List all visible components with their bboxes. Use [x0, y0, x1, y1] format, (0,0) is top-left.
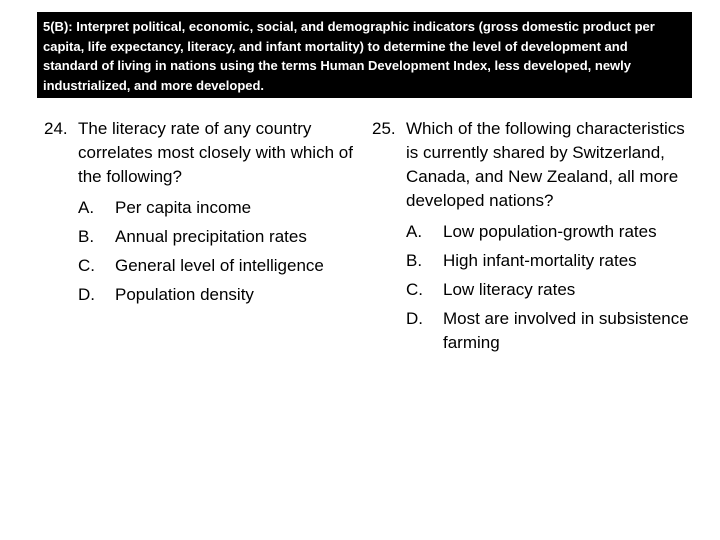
option-text: High infant-mortality rates: [443, 250, 637, 270]
option-text: Low literacy rates: [443, 279, 576, 299]
option-letter: C.: [406, 280, 423, 299]
answer-options: [44, 193, 354, 309]
question-25: [372, 117, 692, 355]
option-c: [372, 275, 692, 304]
option-letter: B.: [406, 251, 423, 270]
option-text: Population density: [115, 284, 254, 304]
answer-options: [372, 217, 692, 355]
option-b: [44, 222, 354, 251]
option-text: Most are involved in subsistence farming: [443, 308, 689, 352]
question-24: [44, 117, 354, 309]
option-text: Per capita income: [115, 197, 252, 217]
standard-text: 5(B): Interpret political, economic, social, and demographic indicators (gross domestic product per capita, life expectancy, literacy, and infant mortality) to determine the level of development and standard of living in nations using the terms Human Development Index, less developed, newly industrialized, and more developed.: [43, 19, 655, 93]
option-letter: D.: [406, 309, 423, 328]
option-d: [44, 280, 354, 309]
option-text: Annual precipitation rates: [115, 226, 307, 246]
option-letter: D.: [78, 285, 95, 304]
option-a: [372, 217, 692, 246]
option-letter: A.: [406, 222, 423, 241]
option-letter: C.: [78, 256, 95, 275]
standard-header: [37, 12, 692, 98]
option-letter: B.: [78, 227, 95, 246]
option-a: [44, 193, 354, 222]
option-b: [372, 246, 692, 275]
option-d: [372, 304, 692, 355]
option-text: Low population-growth rates: [443, 221, 657, 241]
option-letter: A.: [78, 198, 95, 217]
option-c: [44, 251, 354, 280]
question-text: Which of the following characteristics is currently shared by Switzerland, Canada, and New Zealand, all more developed nations?: [406, 119, 685, 210]
question-number: 25.: [372, 119, 396, 138]
question-number: 24.: [44, 119, 68, 138]
option-text: General level of intelligence: [115, 255, 324, 275]
question-text: The literacy rate of any country correlates most closely with which of the following?: [78, 119, 353, 186]
